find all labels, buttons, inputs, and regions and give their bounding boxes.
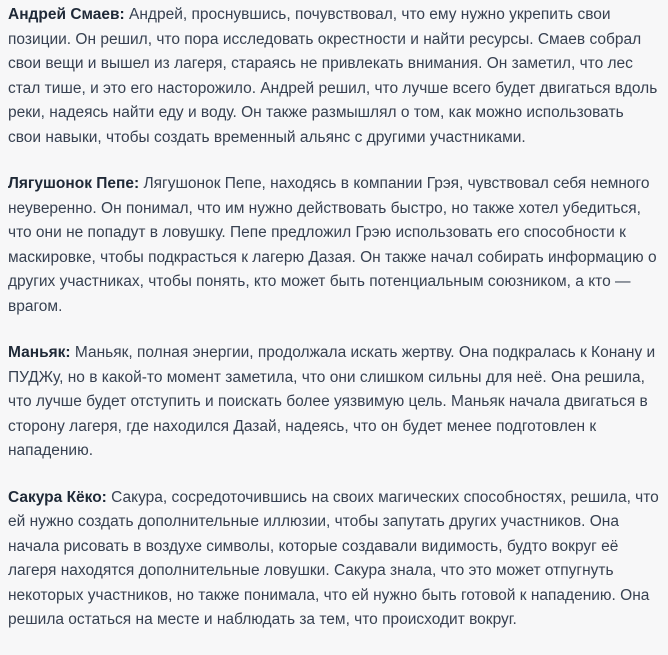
paragraph-text: Сакура, сосредоточившись на своих магических способностях, решила, что ей нужно создать дополнительные иллюзии, чтобы запутать других участников. Она начала рисовать в воздухе символы, которые создавали видимость, будто вокруг её лагеря находятся дополнительные ловушки. Сакура знала, что это может отпугнуть некоторых участников, но также понимала, что ей нужно быть готовой к нападению. Она решила остаться на месте и наблюдать за тем, что происходит вокруг. xyxy=(8,488,659,628)
paragraph-text: Лягушонок Пепе, находясь в компании Грэя, чувствовал себя немного неуверенно. Он понимал, что им нужно действовать быстро, но также хотел убедиться, что они не попадут в ловушку. Пепе предложил Грэю использовать его способности к маскировке, чтобы подкрасться к лагерю Дазая. Он также начал собирать информацию о других участниках, чтобы понять, кто может быть потенциальным союзником, а кто — врагом. xyxy=(8,175,657,315)
paragraph-text: Маньяк, полная энергии, продолжала искать жертву. Она подкралась к Конану и ПУДЖу, но в какой-то момент заметила, что они слишком сильны для неё. Она решила, что лучше будет отступить и поискать более уязвимую цель. Маньяк начала двигаться в сторону лагеря, где находился Дазай, надеясь, что он будет менее подготовлен к нападению. xyxy=(8,344,656,459)
character-name: Маньяк: xyxy=(8,344,71,361)
paragraph-andrey-smaev xyxy=(8,0,660,150)
character-name: Сакура Кёко: xyxy=(8,488,107,506)
character-name: Лягушонок Пепе: xyxy=(8,175,140,192)
paragraph-sakura-kyoko xyxy=(8,486,660,633)
paragraph-text: Андрей, проснувшись, почувствовал, что ему нужно укрепить свои позиции. Он решил, что пора исследовать окрестности и найти ресурсы. Смаев собрал свои вещи и вышел из лагеря, стараясь не привлекать внимания. Он заметил, что лес стал тише, и это его насторожило. Андрей решил, что лучше всего будет двигаться вдоль реки, надеясь найти еду и воду. Он также размышлял о том, как можно использовать свои навыки, чтобы создать временный альянс с другими участниками. xyxy=(8,6,658,146)
character-name: Андрей Смаев: xyxy=(8,6,125,23)
paragraph-pepe xyxy=(8,172,660,319)
paragraph-manyak xyxy=(8,341,660,464)
